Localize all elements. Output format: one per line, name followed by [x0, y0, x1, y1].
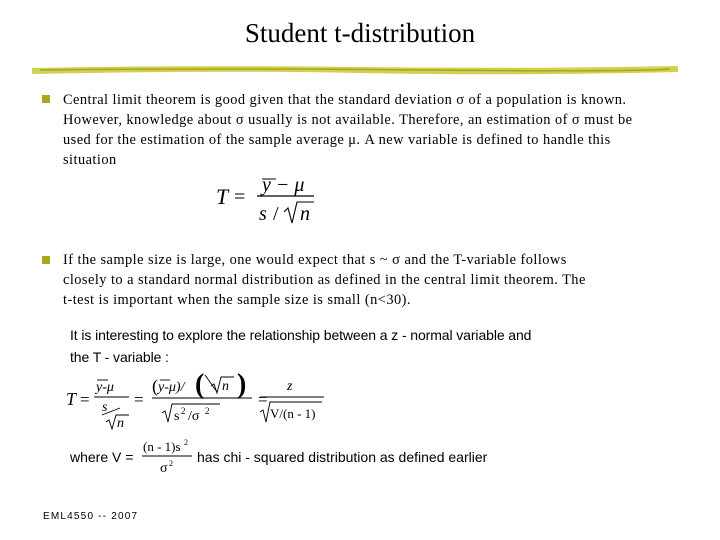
- svg-text:=: =: [258, 390, 268, 409]
- bullet-square-icon: [42, 256, 50, 264]
- bullet-1-line-1: Central limit theorem is good given that the standard deviation σ of a population is known.: [63, 92, 627, 108]
- bullet-2-line-3: t-test is important when the sample size is small (n<30).: [63, 292, 411, 308]
- footer-label: EML4550 -- 2007: [43, 511, 139, 522]
- formula-s: s: [259, 203, 267, 225]
- derivation-line-1: It is interesting to explore the relationship between a z - normal variable and: [70, 327, 532, 343]
- bullet-1-line-4: situation: [63, 152, 117, 168]
- t-statistic-formula: [212, 170, 322, 230]
- svg-text:2: 2: [205, 406, 210, 416]
- bullet-1-line-2: However, knowledge about σ usually is not available. Therefore, an estimation of σ must be: [63, 112, 633, 128]
- derivation-formula: [62, 368, 362, 434]
- formula-slash: /: [273, 203, 279, 225]
- svg-text:(: (: [152, 376, 158, 396]
- svg-text:y-μ)/: y-μ)/: [158, 380, 185, 395]
- svg-text:(: (: [195, 369, 205, 400]
- bullet-1-line-3: used for the estimation of the sample average μ. A new variable is defined to handle this: [63, 132, 611, 148]
- svg-text:/σ: /σ: [188, 409, 200, 424]
- svg-text:): ): [237, 369, 247, 400]
- where-v-label: where V =: [70, 449, 134, 465]
- formula-t-symbol: T: [216, 184, 229, 209]
- svg-text:n: n: [222, 379, 229, 394]
- bullet-2-line-1: If the sample size is large, one would expect that s ~ σ and the T-variable follows: [63, 252, 567, 268]
- svg-text:s: s: [102, 400, 108, 415]
- v-definition-formula: [140, 436, 196, 476]
- chi-squared-note: has chi - squared distribution as defined earlier: [197, 449, 488, 465]
- bullet-1-text: [63, 90, 683, 170]
- derivation-intro: [70, 324, 531, 368]
- formula-n: n: [300, 203, 310, 225]
- derivation-line-2: the T - variable :: [70, 349, 169, 365]
- formula-equals: =: [234, 186, 246, 208]
- svg-text:y-μ: y-μ: [96, 380, 114, 395]
- svg-text:T: T: [66, 389, 77, 409]
- svg-text:=: =: [134, 390, 144, 409]
- svg-text:n: n: [117, 416, 124, 431]
- formula-numerator: y − μ: [262, 174, 305, 196]
- svg-text:2: 2: [181, 406, 186, 416]
- bullet-2-text: [63, 250, 683, 310]
- svg-text:s: s: [174, 409, 180, 424]
- title-underline: [30, 62, 680, 78]
- svg-text:2: 2: [169, 459, 173, 468]
- svg-text:(n - 1)s: (n - 1)s: [143, 439, 181, 454]
- svg-text:=: =: [80, 390, 90, 409]
- svg-text:z: z: [287, 379, 293, 394]
- svg-text:V/(n - 1): V/(n - 1): [270, 406, 316, 421]
- bullet-square-icon: [42, 95, 50, 103]
- bullet-2-line-2: closely to a standard normal distribution as defined in the central limit theorem. The: [63, 272, 586, 288]
- slide-title: Student t-distribution: [244, 18, 476, 48]
- svg-text:2: 2: [184, 438, 188, 447]
- svg-text:σ: σ: [160, 461, 168, 476]
